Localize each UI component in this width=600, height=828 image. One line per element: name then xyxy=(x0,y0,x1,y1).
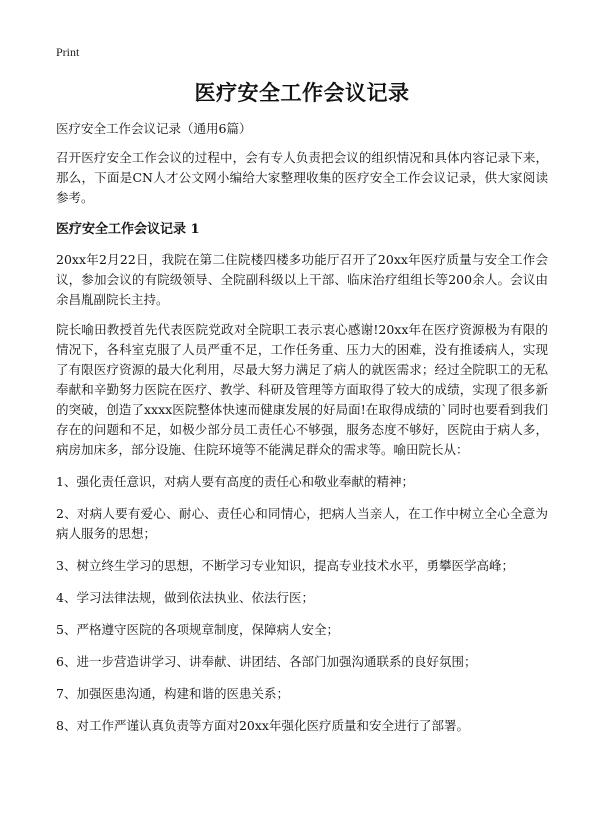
document-title: 医疗安全工作会议记录 xyxy=(194,80,410,105)
list-item: 1、强化责任意识，对病人要有高度的责任心和敬业奉献的精神； xyxy=(56,474,414,489)
requirements-list xyxy=(56,472,548,736)
body-paragraph-2: 院长喻田教授首先代表医院党政对全院职工表示衷心感谢!20xx年在医疗资源极为有限的情况下，各科室克服了人员严重不足，工作任务重、压力大的困难，没有推诿病人，实现了有限医疗资源的最大化利用，尽最大努力满足了病人的就医需求；经过全院职工的无私奉献和辛勤努力医院在医疗、教学、科研及管理等方面取得了较大的成绩，实现了很多新的突破，创造了xxxx医院整体快速而健康发展的好局面!在取得成绩的`同时也要看到我们存在的问题和不足，如极少部分员工责任心不够强，服务态度不够好，医院由于病人多，病房加床多，部分设施、住院环境等不能满足群众的需求等。喻田院长从： xyxy=(56,322,548,457)
print-label: Print xyxy=(56,45,80,59)
list-item: 7、加强医患沟通，构建和谐的医患关系； xyxy=(56,686,289,701)
list-item: 5、严格遵守医院的各项规章制度，保障病人安全； xyxy=(56,622,339,637)
list-item: 3、树立终生学习的思想，不断学习专业知识，提高专业技术水平，勇攀医学高峰； xyxy=(56,558,514,573)
list-item: 2、对病人要有爱心、耐心、责任心和同情心，把病人当亲人，在工作中树立全心全意为病人服务的思想； xyxy=(56,506,548,541)
section-heading: 医疗安全工作会议记录 1 xyxy=(56,222,200,237)
intro-paragraph: 召开医疗安全工作会议的过程中，会有专人负责把会议的组织情况和具体内容记录下来，那么，下面是CN人才公文网小编给大家整理收集的医疗安全工作会议记录，供大家阅读参考。 xyxy=(56,150,548,205)
body-paragraph-1: 20xx年2月22日，我院在第二住院楼四楼多功能厅召开了20xx年医疗质量与安全工作会议，参加会议的有院级领导、全院副科级以上干部、临床治疗组组长等200余人。会议由余昌胤副院长主持。 xyxy=(56,252,548,307)
list-item: 4、学习法律法规，做到依法执业、依法行医； xyxy=(56,590,314,605)
list-item: 6、进一步营造讲学习、讲奉献、讲团结、各部门加强沟通联系的良好氛围； xyxy=(56,654,477,669)
document-subtitle: 医疗安全工作会议记录（通用6篇） xyxy=(56,121,252,136)
list-item: 8、对工作严谨认真负责等方面对20xx年强化医疗质量和安全进行了部署。 xyxy=(56,718,469,733)
